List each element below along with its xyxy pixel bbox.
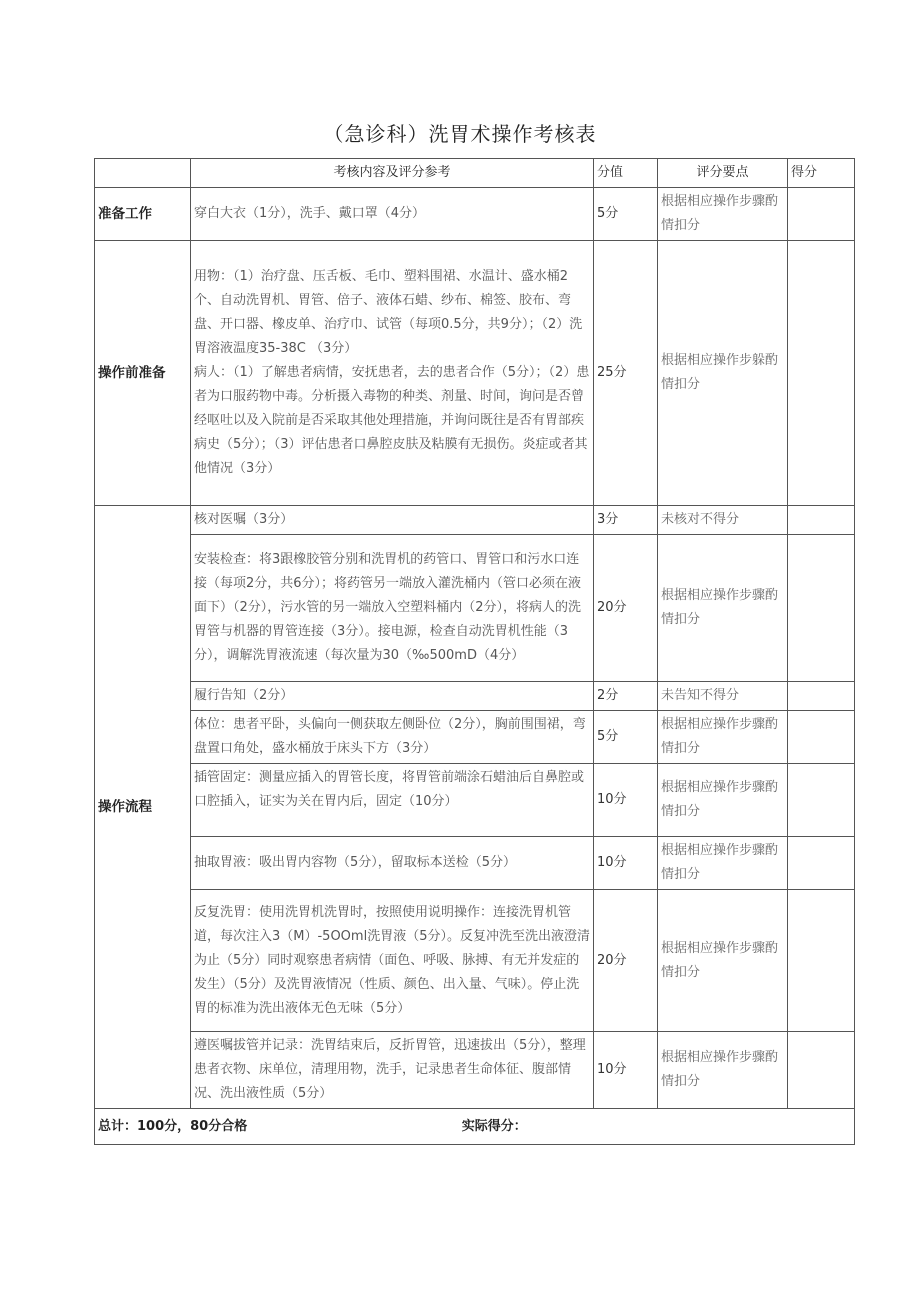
- table-row-flow-6: [95, 837, 855, 890]
- header-earned: 得分: [788, 159, 855, 188]
- point-preop: 根据相应操作步躲酌情扣分: [658, 241, 788, 506]
- score-flow-2: 20分: [594, 535, 658, 682]
- content-flow-4: 体位：患者平卧，头偏向一侧获取左侧卧位（2分），胸前围围裙，弯盘置口角处，盛水桶放于床头下方（3分）: [191, 711, 594, 764]
- header-content: 考核内容及评分参考: [191, 159, 594, 188]
- content-flow-6: 抽取胃液：吸出胃内容物（5分），留取标本送检（5分）: [191, 837, 594, 890]
- point-prep: 根据相应操作步骤酌情扣分: [658, 188, 788, 241]
- content-flow-3: 履行告知（2分）: [191, 682, 594, 711]
- header-scoring-points: 评分要点: [658, 159, 788, 188]
- table-row-flow-1: [95, 506, 855, 535]
- point-flow-4: 根据相应操作步骤酌情扣分: [658, 711, 788, 764]
- score-flow-1: 3分: [594, 506, 658, 535]
- header-score: 分值: [594, 159, 658, 188]
- point-flow-3: 未告知不得分: [658, 682, 788, 711]
- score-flow-5: 10分: [594, 764, 658, 837]
- score-flow-7: 20分: [594, 890, 658, 1032]
- category-preop: 操作前准备: [95, 241, 191, 506]
- content-flow-1: 核对医嘱（3分）: [191, 506, 594, 535]
- earned-flow-1[interactable]: [788, 506, 855, 535]
- table-row-preop: [95, 241, 855, 506]
- point-flow-8: 根据相应操作步骤酌情扣分: [658, 1032, 788, 1109]
- content-flow-7: 反复洗胃：使用洗胃机洗胃时，按照使用说明操作：连接洗胃机管道，每次注入3（M）-5OOml洗胃液（5分）。反复冲洗至洗出液澄清为止（5分）同时观察患者病情（面色、呼吸、脉搏、有无并发症的发生）（5分）及洗胃液情况（性质、颜色、出入量、气味）。停止洗胃的标准为洗出液体无色无味（5分）: [191, 890, 594, 1032]
- table-row-flow-7: [95, 890, 855, 1032]
- table-row-flow-5: [95, 764, 855, 837]
- footer-total: 总计：100分，80分合格: [98, 1118, 248, 1134]
- category-flow: 操作流程: [95, 506, 191, 1109]
- table-row-flow-3: [95, 682, 855, 711]
- category-prep: 准备工作: [95, 188, 191, 241]
- footer-cell: [95, 1109, 855, 1145]
- table-row-flow-2: [95, 535, 855, 682]
- table-row-prep: [95, 188, 855, 241]
- earned-flow-8[interactable]: [788, 1032, 855, 1109]
- content-preop: 用物：（1）治疗盘、压舌板、毛巾、塑料围裙、水温计、盛水桶2个、自动洗胃机、胃管、倍子、液体石蜡、纱布、棉签、胶布、弯盘、开口器、橡皮单、治疗巾、试管（每项0.5分，共9分）；（2）洗胃溶液温度35-38C （3分） 病人：（1）了解患者病情，安抚患者，去的患者合作（5分）；（2）患者为口服药物中毒。分析摄入毒物的种类、剂量、时间，询问是否曾经呕吐以及入院前是否采取其他处理措施，并询问既往是否有胃部疾病史（5分）；（3）评估患者口鼻腔皮肤及粘膜有无损伤。炎症或者其他情况（3分）: [191, 241, 594, 506]
- point-flow-1: 未核对不得分: [658, 506, 788, 535]
- score-flow-4: 5分: [594, 711, 658, 764]
- score-prep: 5分: [594, 188, 658, 241]
- point-flow-5: 根据相应操作步骤酌情扣分: [658, 764, 788, 837]
- score-flow-8: 10分: [594, 1032, 658, 1109]
- header-category: [95, 159, 191, 188]
- table-header-row: [95, 159, 855, 188]
- content-flow-8: 遵医嘱拔管并记录：洗胃结束后，反折胃管，迅速拔出（5分），整理患者衣物、床单位，清理用物，洗手，记录患者生命体征、腹部情况、洗出液性质（5分）: [191, 1032, 594, 1109]
- table-footer-row: [95, 1109, 855, 1145]
- content-prep: 穿白大衣（1分），洗手、戴口罩（4分）: [191, 188, 594, 241]
- score-flow-6: 10分: [594, 837, 658, 890]
- point-flow-6: 根据相应操作步骤酌情扣分: [658, 837, 788, 890]
- earned-flow-3[interactable]: [788, 682, 855, 711]
- earned-flow-2[interactable]: [788, 535, 855, 682]
- earned-preop[interactable]: [788, 241, 855, 506]
- content-flow-5: 插管固定：测量应插入的胃管长度，将胃管前端涂石蜡油后自鼻腔或口腔插入，证实为关在胃内后，固定（10分）: [191, 764, 594, 837]
- score-preop: 25分: [594, 241, 658, 506]
- point-flow-2: 根据相应操作步骤酌情扣分: [658, 535, 788, 682]
- earned-flow-4[interactable]: [788, 711, 855, 764]
- page-title: （急诊科）洗胃术操作考核表: [323, 122, 597, 146]
- table-row-flow-8: [95, 1032, 855, 1109]
- earned-flow-7[interactable]: [788, 890, 855, 1032]
- earned-prep[interactable]: [788, 188, 855, 241]
- score-flow-3: 2分: [594, 682, 658, 711]
- earned-flow-6[interactable]: [788, 837, 855, 890]
- footer-actual-score[interactable]: 实际得分：: [461, 1118, 527, 1134]
- content-flow-2: 安装检查：将3跟橡胶管分别和洗胃机的药管口、胃管口和污水口连接（每项2分，共6分）；将药管另一端放入灌洗桶内（管口必须在液面下）（2分），污水管的另一端放入空塑料桶内（2分），将病人的洗胃管与机器的胃管连接（3分）。接电源，检查自动洗胃机性能（3分），调解洗胃液流速（每次量为30（‰500mD（4分）: [191, 535, 594, 682]
- point-flow-7: 根据相应操作步骤酌情扣分: [658, 890, 788, 1032]
- table-row-flow-4: [95, 711, 855, 764]
- earned-flow-5[interactable]: [788, 764, 855, 837]
- assessment-table: [94, 158, 855, 1145]
